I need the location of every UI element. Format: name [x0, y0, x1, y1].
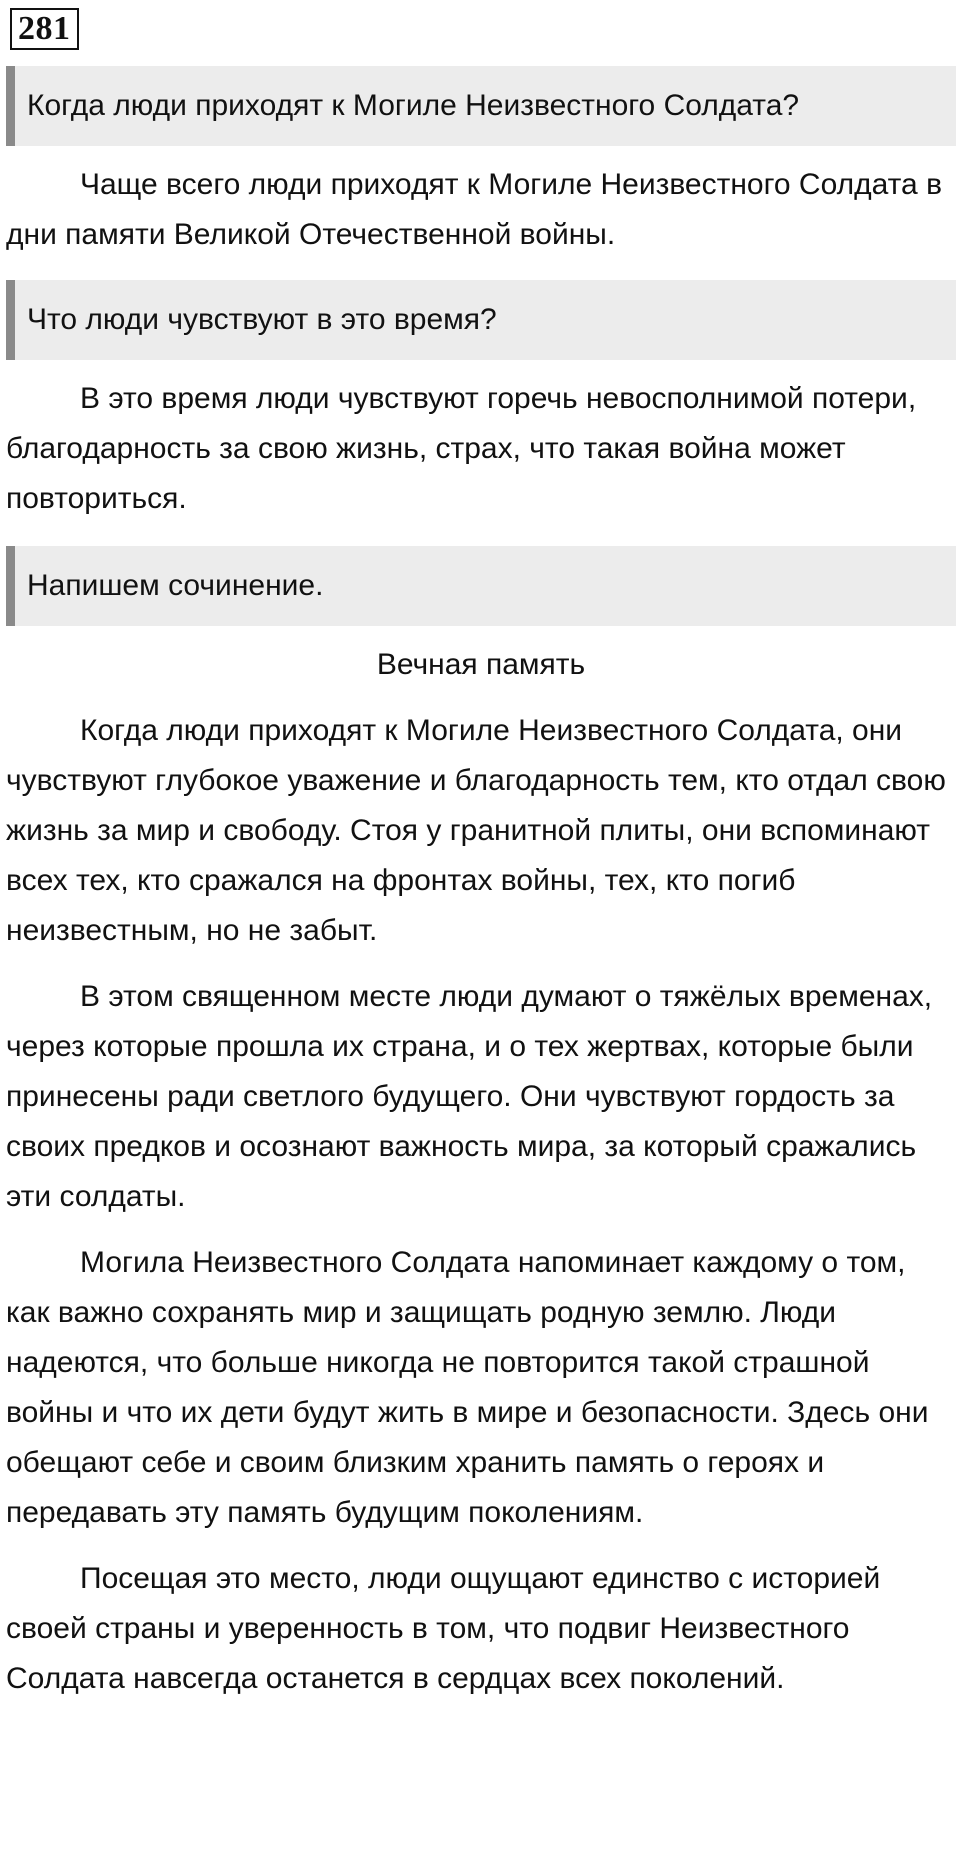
question-text-3: Напишем сочинение.	[27, 569, 324, 602]
question-block-3	[6, 546, 956, 626]
answer-paragraph-1: Чаще всего люди приходят к Могиле Неизвестного Солдата в дни памяти Великой Отечественной войны.	[6, 168, 943, 251]
question-block-2	[6, 280, 956, 360]
essay-title: Вечная память	[376, 648, 586, 681]
task-number-badge: 281	[10, 8, 79, 50]
essay-paragraph-1: Когда люди приходят к Могиле Неизвестного Солдата, они чувствуют глубокое уважение и благодарность тем, кто отдал свою жизнь за мир и свободу. Стоя у гранитной плиты, они вспоминают всех тех, кто сражался на фронтах войны, тех, кто погиб неизвестным, но не забыт.	[6, 714, 946, 947]
question-block-1	[6, 66, 956, 146]
essay-paragraph-3: Могила Неизвестного Солдата напоминает каждому о том, как важно сохранять мир и защищать родную землю. Люди надеются, что больше никогда не повторится такой страшной войны и что их дети будут жить в мире и безопасности. Здесь они обещают себе и своим близким хранить память о героях и передавать эту память будущим поколениям.	[6, 1246, 929, 1529]
question-text-1: Когда люди приходят к Могиле Неизвестного Солдата?	[27, 89, 800, 122]
question-text-2: Что люди чувствуют в это время?	[27, 303, 497, 336]
essay-paragraph-4: Посещая это место, люди ощущают единство с историей своей страны и уверенность в том, что подвиг Неизвестного Солдата навсегда останется в сердцах всех поколений.	[6, 1562, 881, 1695]
answer-paragraph-2: В это время люди чувствуют горечь невосполнимой потери, благодарность за свою жизнь, страх, что такая война может повториться.	[6, 382, 917, 515]
essay-paragraph-2: В этом священном месте люди думают о тяжёлых временах, через которые прошла их страна, и о тех жертвах, которые были принесены ради светлого будущего. Они чувствуют гордость за своих предков и осознают важность мира, за который сражались эти солдаты.	[6, 980, 933, 1213]
